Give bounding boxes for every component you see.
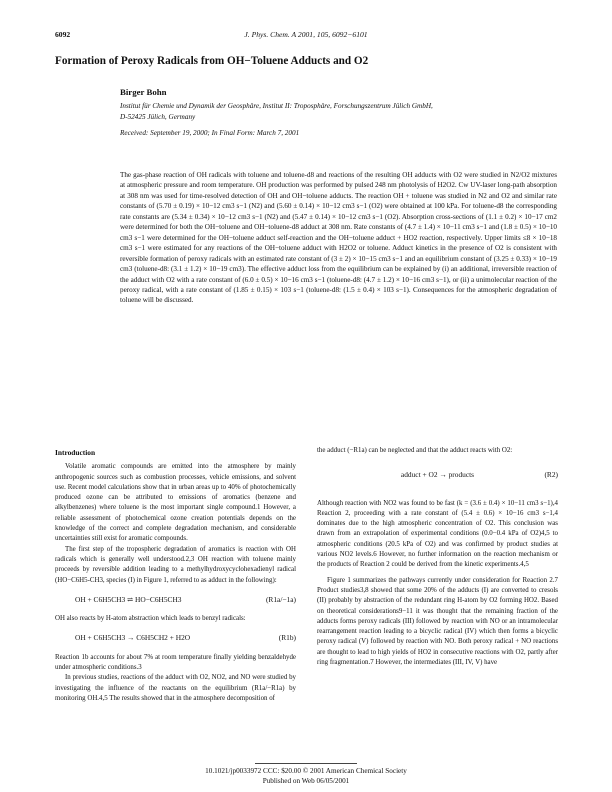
abstract: The gas-phase reaction of OH radicals with toluene and toluene-d8 and reactions of the resulting OH adducts with O2 were studied in N2/O2 mixtures at atmospheric pressure and room temperature. OH production was performed by pulsed 248 nm photolysis of H2O2. Cw UV-laser long-path absorption at 308 nm was used for time-resolved detection of OH and OH−toluene adducts. The reaction OH + toluene was studied in N2 and O2 and similar rate constants of (5.70 ± 0.19) × 10−12 cm3 s−1 (N2) and (5.60 ± 0.14) × 10−12 cm3 s−1 (O2) were obtained at 100 kPa. For toluene-d8 the corresponding rate constants are (5.34 ± 0.34) × 10−12 cm3 s−1 (N2) and (5.47 ± 0.14) × 10−12 cm3 s−1 (O2). Absorption cross-sections of (1.1 ± 0.2) × 10−17 cm2 were determined for both the OH−toluene and OH−toluene-d8 adduct at 308 nm. Rate constants of (4.7 ± 1.4) × 10−11 cm3 s−1 and (1.8 ± 0.5) × 10−10 cm3 s−1 were determined for the OH−toluene adduct self-reaction and the OH−toluene adduct + HO2 reaction, respectively. Upper limits ≤8 × 10−18 cm3 s−1 were estimated for any reactions of the OH−toluene adduct with H2O2 or toluene. Adduct kinetics in the presence of O2 is consistent with reversible formation of peroxy radicals with an estimated rate constant of (3 ± 2) × 10−15 cm3 s−1 and an equilibrium constant of (3.25 ± 0.33) × 10−19 cm3 (toluene-d8: (3.1 ± 1.2) × 10−19 cm3). The effective adduct loss from the equilibrium can be explained by (i) an additional, irreversible reaction of the adduct with O2 with a rate constant of (6.0 ± 0.5) × 10−16 cm3 s−1 (toluene-d8: (4.7 ± 1.2) × 10−16 cm3 s−1), or (ii) a unimolecular reaction of the peroxy radical, with a rate constant of (1.85 ± 0.15) × 103 s−1 (toluene-d8: (1.5 ± 0.4) × 103 s−1). Consequences for the atmospheric degradation of toluene will be discussed.	[120, 171, 557, 305]
equation-r2	[317, 470, 558, 480]
right-column	[317, 446, 558, 668]
affiliation	[120, 101, 560, 122]
affiliation-line-2: D-52425 Jülich, Germany	[120, 112, 196, 121]
equation-r1b-label: (R1b)	[278, 633, 296, 643]
section-heading-introduction: Introduction	[55, 448, 96, 457]
left-column	[55, 448, 296, 704]
equation-r2-expression: adduct + O2 → products	[400, 470, 475, 480]
equation-r1b	[55, 633, 296, 643]
intro-paragraph-5: In previous studies, reactions of the adduct with O2, NO2, and NO were studied by investigating the influence of the reactants on the equilibrium (R1a/−R1a) by monitoring OH.4,5 The results showed that in the atmosphere decomposition of	[55, 674, 296, 702]
equation-r1b-expression: OH + C6H5CH3 → C6H5CH2 + H2O	[75, 633, 191, 643]
article-title: Formation of Peroxy Radicals from OH−Toluene Adducts and O2	[55, 55, 369, 67]
journal-reference: J. Phys. Chem. A 2001, 105, 6092−6101	[244, 30, 368, 39]
equation-r1a	[55, 595, 296, 605]
intro-paragraph-3: OH also reacts by H-atom abstraction which leads to benzyl radicals:	[55, 615, 246, 623]
right-paragraph-3: Figure 1 summarizes the pathways currently under consideration for Reaction 2.7 Product studies3,8 showed that some 20% of the adducts (I) are converted to cresols (II) probably by abstraction of the redundant ring H-atom by O2 forming HO2. Based on theoretical considerations9−11 it was thought that the remaining fraction of the adducts forms peroxy radicals (III) followed by reaction with NO or an intramolecular rearrangement reaction leading to a bicyclic radical (IV) which then forms a bicyclic peroxy radical (V) followed by reaction with NO. Both peroxy radical + NO reactions are thought to lead to high yields of HO2 in consecutive reactions with O2, partly after ring fragmentation.7 However, the intermediates (III, IV, V) have	[317, 576, 558, 667]
page-number: 6092	[55, 30, 71, 39]
affiliation-line-1: Institut für Chemie und Dynamik der Geosphäre, Institut II: Troposphäre, Forschungszentrum Jülich GmbH,	[120, 102, 433, 110]
published-line: Published on Web 06/05/2001	[262, 776, 350, 785]
intro-paragraph-4: Reaction 1b accounts for about 7% at room temperature finally yielding benzaldehyde under atmospheric conditions.3	[55, 653, 296, 672]
equation-r1a-label: (R1a/−1a)	[265, 594, 296, 604]
right-paragraph-1: the adduct (−R1a) can be neglected and that the adduct reacts with O2:	[317, 447, 513, 454]
intro-paragraph-1: Volatile aromatic compounds are emitted into the atmosphere by mainly anthropogenic sources such as combustion processes, vehicle emissions, and solvent use. Recent model calculations show that in urban areas up to 40% of photochemically produced ozone can be attributed to emissions of aromatics (benzene and alkylbenzenes) where toluene is the most important single compound.1 However, a reliable assessment of photochemical ozone creation potentials depends on the knowledge of the correct and complete degradation mechanism, and considerable uncertainties still exist for aromatic compounds.	[55, 463, 296, 543]
page-footer	[0, 767, 612, 786]
page-header	[55, 30, 557, 42]
equation-r1a-expression: OH + C6H5CH3 ⇌ HO−C6H5CH3	[75, 594, 182, 604]
received-dates: Received: September 19, 2000; In Final Form: March 7, 2001	[120, 129, 300, 137]
footer-rule	[255, 763, 357, 764]
equation-r2-label: (R2)	[544, 470, 558, 480]
intro-paragraph-2: The first step of the tropospheric degradation of aromatics is reaction with OH radicals which is generally well understood.2,3 OH reaction with toluene mainly proceeds by reversible addition leading to a methylhydroxycyclohexadienyl radical (HO−C6H5-CH3, species (I) in Figure 1, referred to as adduct in the following):	[55, 545, 296, 584]
right-paragraph-2: Although reaction with NO2 was found to be fast (k = (3.6 ± 0.4) × 10−11 cm3 s−1),4 Reaction 2, proceeding with a rate constant of (5.4 ± 0.6) × 10−16 cm3 s−1,4 dominates due to the high atmospheric concentration of O2. This conclusion was drawn from an extrapolation of experimental conditions (0.0−0.4 kPa of O2)4,5 to atmospheric conditions (20.5 kPa of O2) and was confirmed by product studies at various NO2 levels.6 However, no further information on the reaction mechanism or the products of Reaction 2 could be derived from the kinetic experiments.4,5	[317, 499, 558, 569]
doi-line: 10.1021/jp0033972 CCC: $20.00 © 2001 American Chemical Society	[205, 767, 407, 775]
author-name: Birger Bohn	[120, 87, 167, 97]
